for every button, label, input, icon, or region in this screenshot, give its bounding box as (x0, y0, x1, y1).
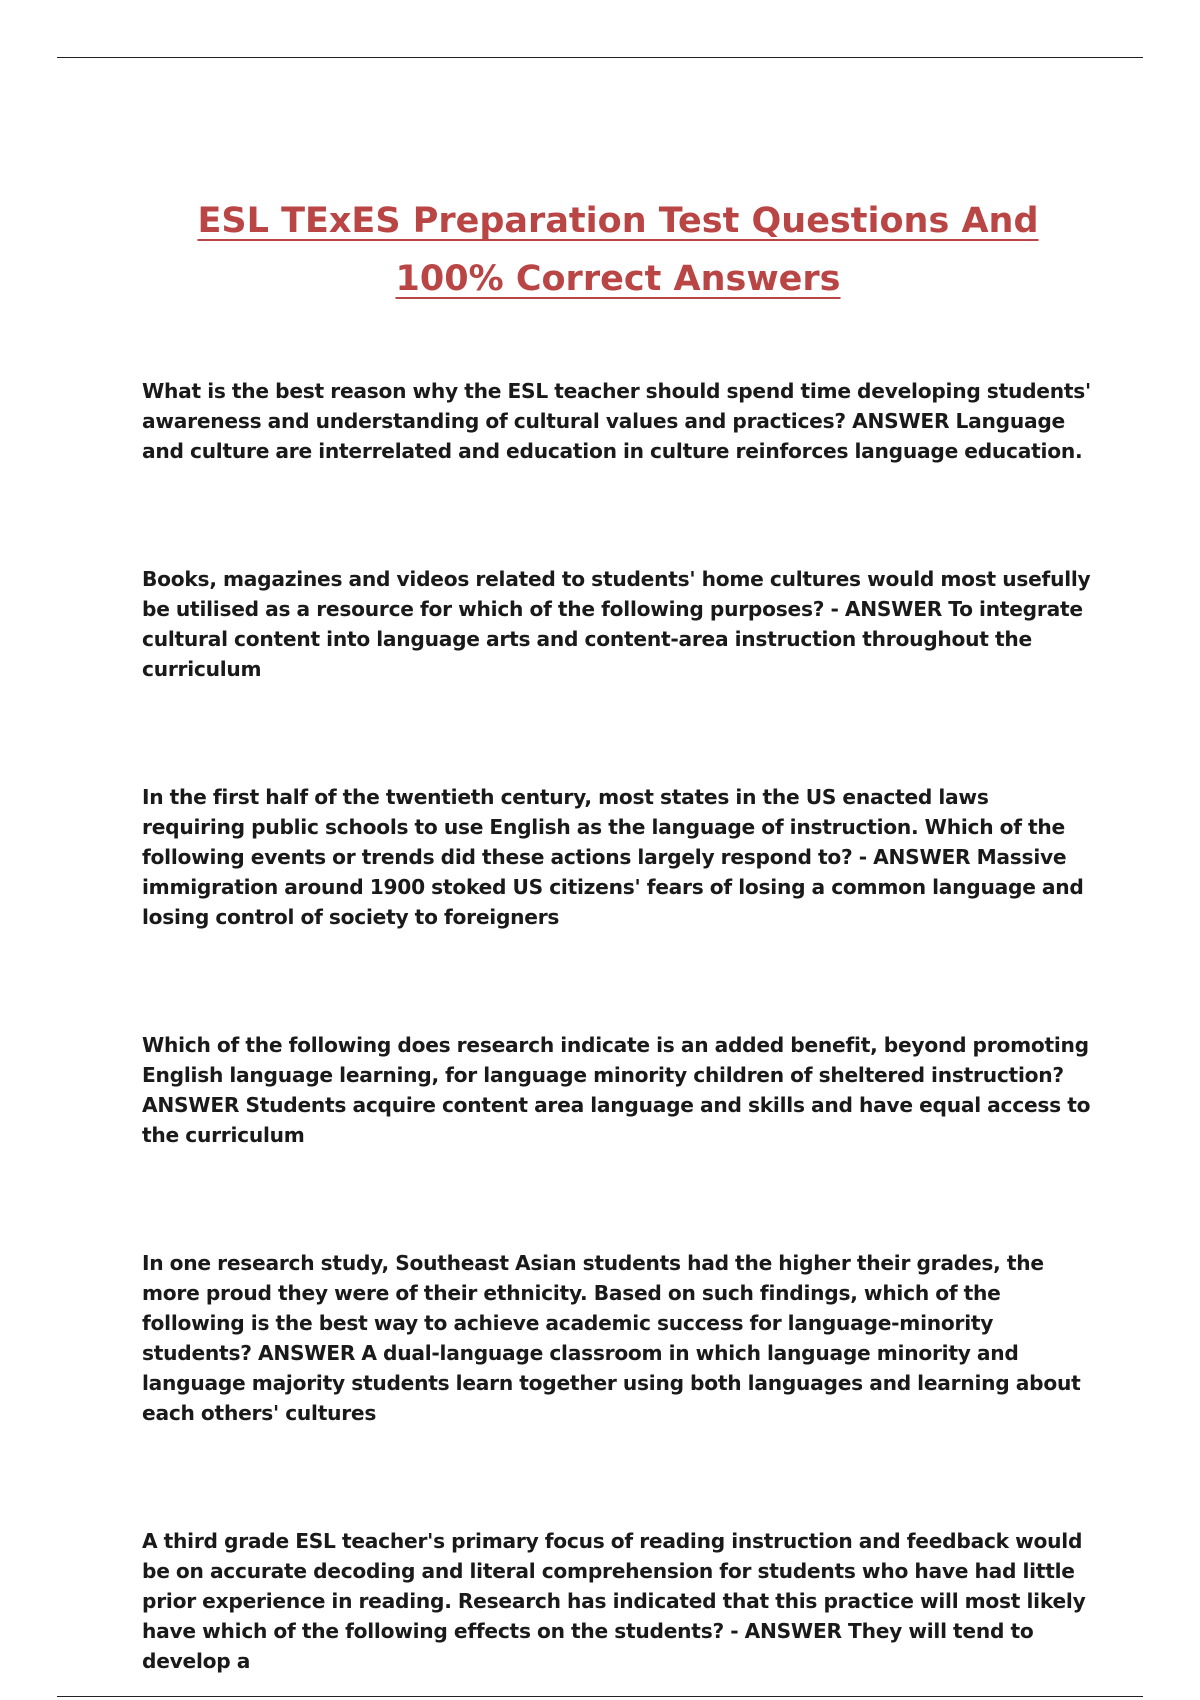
qa-item-1: What is the best reason why the ESL teacher should spend time developing students' awareness and understanding of cultural values and practices? ANSWER Language and culture are interrelated and education in culture reinforces language education. (142, 379, 1091, 463)
document-title-line-2: 100% Correct Answers (395, 259, 841, 299)
qa-item-6: A third grade ESL teacher's primary focus of reading instruction and feedback would be on accurate decoding and literal comprehension for students who have had little prior experience in reading. Research has indicated that this practice will most likely have which of the following effects on the students? - ANSWER They will tend to develop a (142, 1529, 1086, 1673)
qa-item-2: Books, magazines and videos related to students' home cultures would most usefully be utilised as a resource for which of the following purposes? - ANSWER To integrate cultural content into language arts and content-area instruction throughout the curriculum (142, 567, 1091, 681)
qa-item-5: In one research study, Southeast Asian students had the higher their grades, the more proud they were of their ethnicity. Based on such findings, which of the following is the best way to achieve academic success for language-minority students? ANSWER A dual-language classroom in which language minority and language majority students learn together using both languages and learning about each others' cultures (142, 1251, 1081, 1425)
document-title-line-1: ESL TExES Preparation Test Questions And (197, 201, 1039, 241)
question-answer-list (142, 376, 1097, 1676)
top-divider (57, 57, 1143, 58)
qa-item-3: In the first half of the twentieth century, most states in the US enacted laws requiring public schools to use English as the language of instruction. Which of the following events or trends did these actions largely respond to? - ANSWER Massive immigration around 1900 stoked US citizens' fears of losing a common language and losing control of society to foreigners (142, 785, 1084, 929)
qa-item-4: Which of the following does research indicate is an added benefit, beyond promoting English language learning, for language minority children of sheltered instruction? ANSWER Students acquire content area language and skills and have equal access to the curriculum (142, 1033, 1091, 1147)
document-title (0, 192, 1200, 308)
bottom-divider (57, 1696, 1143, 1697)
